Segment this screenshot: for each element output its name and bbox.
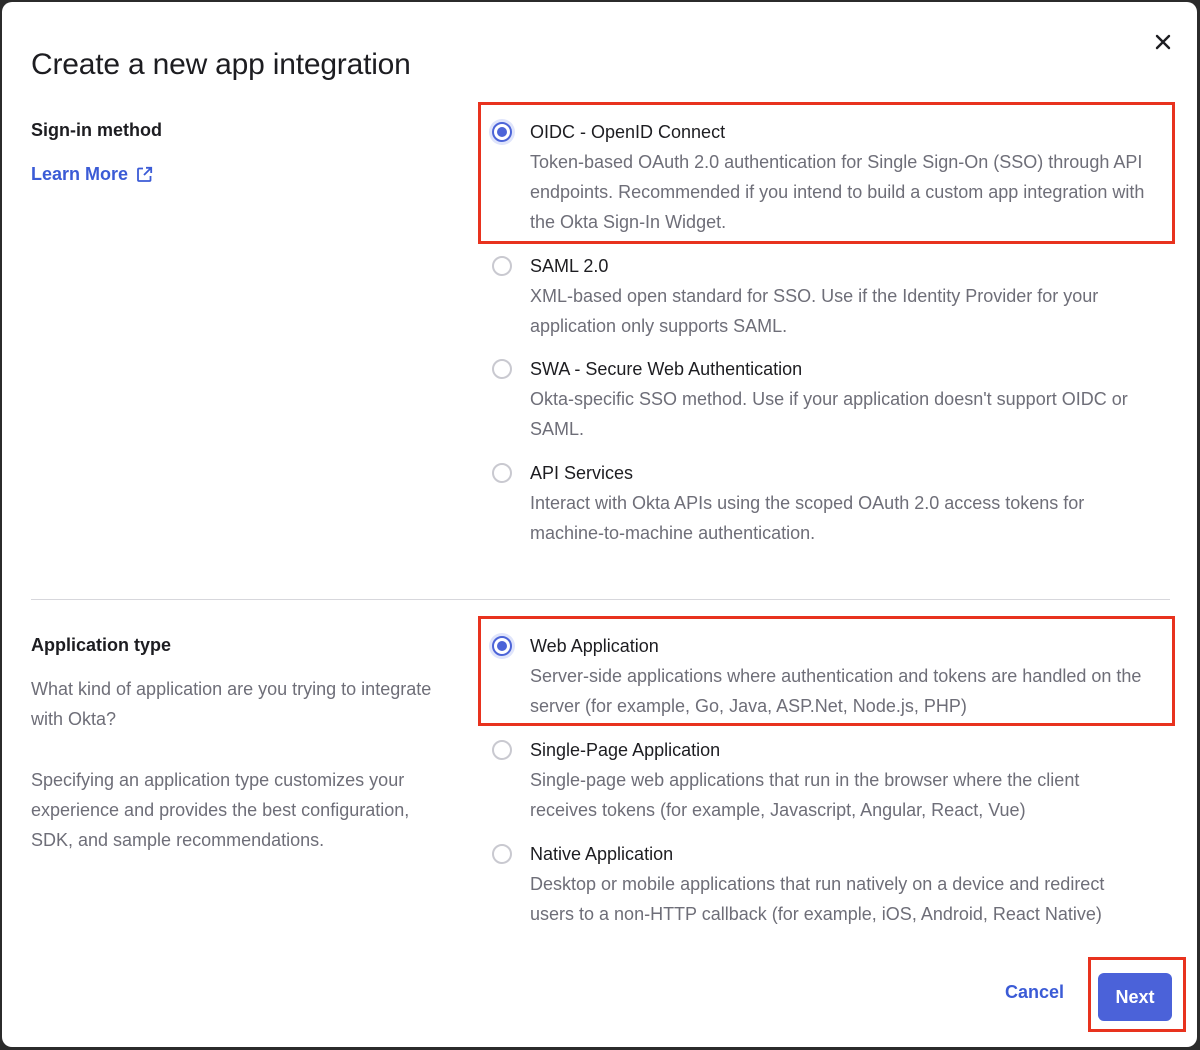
option-description: Token-based OAuth 2.0 authentication for Single Sign-On (SSO) through API endpoints. Recommended if you intend to build a custom app integration with the Okta Sign-In Widget. — [530, 152, 1145, 232]
section-divider — [31, 599, 1170, 600]
sign-in-method-label: Sign-in method — [31, 120, 162, 140]
option-description: Desktop or mobile applications that run natively on a device and redirect users to a non-HTTP callback (for example, iOS, Android, React Native) — [530, 874, 1105, 924]
create-app-integration-dialog — [2, 2, 1197, 1047]
application-type-question: What kind of application are you trying to integrate with Okta? — [31, 679, 432, 729]
close-button[interactable] — [1150, 29, 1176, 55]
application-type-label: Application type — [31, 635, 172, 655]
option-title: SAML 2.0 — [530, 256, 609, 276]
option-title: Web Application — [530, 636, 659, 656]
option-title: Single-Page Application — [530, 740, 721, 760]
learn-more-label: Learn More — [31, 164, 129, 184]
radio-oidc[interactable] — [492, 122, 512, 142]
cancel-button[interactable]: Cancel — [1005, 982, 1065, 1002]
next-button[interactable]: Next — [1098, 973, 1172, 1021]
dialog-title: Create a new app integration — [31, 48, 411, 81]
radio-web-application[interactable] — [492, 636, 512, 656]
option-description: Single-page web applications that run in the browser where the client receives tokens (for example, Javascript, Angular, React, Vue) — [530, 770, 1080, 820]
option-description: Interact with Okta APIs using the scoped OAuth 2.0 access tokens for machine-to-machine authentication. — [530, 493, 1085, 543]
learn-more-link[interactable] — [31, 164, 153, 185]
option-title: SWA - Secure Web Authentication — [530, 359, 803, 379]
radio-saml[interactable] — [492, 256, 512, 276]
option-title: API Services — [530, 463, 634, 483]
option-description: Server-side applications where authentication and tokens are handled on the server (for example, Go, Java, ASP.Net, Node.js, PHP) — [530, 666, 1142, 716]
option-description: XML-based open standard for SSO. Use if the Identity Provider for your application only supports SAML. — [530, 286, 1099, 336]
close-icon — [1155, 34, 1171, 50]
radio-single-page-application[interactable] — [492, 740, 512, 760]
external-link-icon — [136, 166, 153, 183]
option-description: Okta-specific SSO method. Use if your application doesn't support OIDC or SAML. — [530, 389, 1128, 439]
radio-swa[interactable] — [492, 359, 512, 379]
radio-api-services[interactable] — [492, 463, 512, 483]
option-title: Native Application — [530, 844, 674, 864]
radio-native-application[interactable] — [492, 844, 512, 864]
application-type-note: Specifying an application type customizes your experience and provides the best configuration, SDK, and sample recommendations. — [31, 770, 410, 850]
option-title: OIDC - OpenID Connect — [530, 122, 726, 142]
